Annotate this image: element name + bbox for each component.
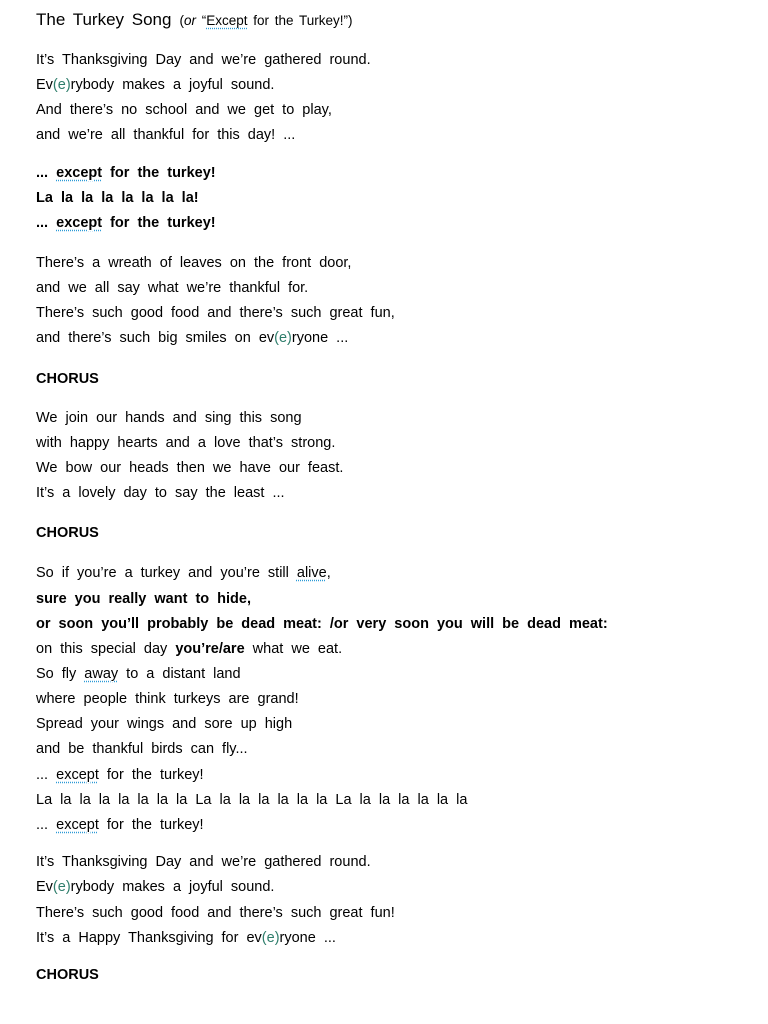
chorus-line1-except: except: [56, 165, 103, 181]
verse2-line2: and we all say what we’re thankful for.: [36, 280, 309, 296]
verse2-line4-pre: and there’s such big smiles on ev: [36, 330, 275, 346]
verse4-line3: or soon you’ll probably be dead meat: /or very soon you will be dead meat:: [36, 616, 608, 632]
verse4-line11-post: for the turkey!: [98, 817, 204, 833]
verse5-line1: It’s Thanksgiving Day and we’re gathered round.: [36, 854, 371, 870]
verse2-line4-e: (e): [274, 330, 292, 346]
chorus-line3-post: for the turkey!: [102, 215, 216, 231]
verse5-line2-post: rybody makes a joyful sound.: [70, 879, 275, 895]
verse1-line4: and we’re all thankful for this day! ...: [36, 127, 296, 143]
verse4-line5-pre: So fly: [36, 666, 85, 682]
title-or: or: [183, 13, 196, 28]
verse4-line10: La la la la la la la la La la la la la la la La la la la la la la: [36, 792, 468, 808]
verse3-line1: We join our hands and sing this song: [36, 410, 302, 426]
verse4-line11-pre: ...: [36, 817, 57, 833]
verse5-line4-e: (e): [261, 930, 280, 946]
title-paren: (: [179, 13, 184, 28]
verse1-line2-pre: Ev: [36, 77, 53, 93]
verse5-line3: There’s such good food and there’s such great fun!: [36, 905, 395, 921]
verse5-line2-pre: Ev: [36, 879, 53, 895]
verse2-line4-post: ryone ...: [291, 330, 349, 346]
verse2-line1: There’s a wreath of leaves on the front door,: [36, 255, 352, 271]
verse1-line3: And there’s no school and we get to play,: [36, 102, 332, 118]
chorus-line1: [36, 164, 216, 182]
verse3-line2: with happy hearts and a love that’s strong.: [36, 435, 336, 451]
verse2-line4: [36, 329, 348, 347]
verse4-line4: [36, 640, 342, 658]
verse4-line9-post: for the turkey!: [98, 767, 204, 783]
verse4-line1: [36, 564, 331, 582]
verse4-line9-pre: ...: [36, 767, 57, 783]
verse4-line6: where people think turkeys are grand!: [36, 691, 299, 707]
chorus-line1-post: for the turkey!: [102, 165, 216, 181]
verse5-line4-post: ryone ...: [279, 930, 336, 946]
verse4-line8: and be thankful birds can fly...: [36, 741, 248, 757]
verse2-line3: There’s such good food and there’s such great fun,: [36, 305, 395, 321]
verse4-line5: [36, 665, 241, 683]
verse3-line4: It’s a lovely day to say the least ...: [36, 485, 285, 501]
verse4-line1-pre: So if you’re a turkey and you’re still: [36, 565, 297, 581]
verse5-line2-e: (e): [52, 879, 71, 895]
verse5-line4-pre: It’s a Happy Thanksgiving for ev: [36, 930, 262, 946]
chorus-line1-pre: ...: [36, 165, 57, 181]
verse1-line1: It’s Thanksgiving Day and we’re gathered round.: [36, 52, 371, 68]
verse4-line11-except: except: [56, 817, 99, 833]
verse4-line7: Spread your wings and sore up high: [36, 716, 293, 732]
chorus-label-2: CHORUS: [36, 525, 99, 541]
verse1-line2: [36, 76, 274, 94]
verse4-line11: [36, 816, 204, 834]
title-subtitle: [179, 13, 352, 28]
chorus-line3: [36, 214, 216, 232]
chorus-line3-except: except: [56, 215, 103, 231]
title-quote: “: [195, 13, 207, 28]
verse5-line2: [36, 878, 274, 896]
verse4-line4-bold: you’re/are: [175, 641, 245, 657]
song-title: [36, 10, 353, 30]
verse4-line5-post: to a distant land: [118, 666, 241, 682]
verse3-line3: We bow our heads then we have our feast.: [36, 460, 344, 476]
verse4-line4-pre: on this special day: [36, 641, 176, 657]
title-rest: for the Turkey!”): [247, 13, 353, 28]
chorus-label-3: CHORUS: [36, 967, 99, 983]
verse4-line1-alive: alive: [296, 565, 327, 581]
verse4-line5-away: away: [84, 666, 119, 682]
verse4-line9-except: except: [56, 767, 99, 783]
verse4-line4-post: what we eat.: [244, 641, 343, 657]
verse5-line4: [36, 929, 336, 947]
verse1-line2-e: (e): [52, 77, 71, 93]
chorus-label-1: CHORUS: [36, 371, 99, 387]
verse4-line1-post: ,: [326, 565, 331, 581]
chorus-line3-pre: ...: [36, 215, 57, 231]
verse1-line2-post: rybody makes a joyful sound.: [70, 77, 275, 93]
verse4-line2: sure you really want to hide,: [36, 591, 251, 607]
title-main: The Turkey Song: [36, 10, 172, 29]
chorus-line2: La la la la la la la la!: [36, 190, 199, 206]
verse4-line9: [36, 766, 204, 784]
title-except-word: Except: [206, 13, 248, 28]
